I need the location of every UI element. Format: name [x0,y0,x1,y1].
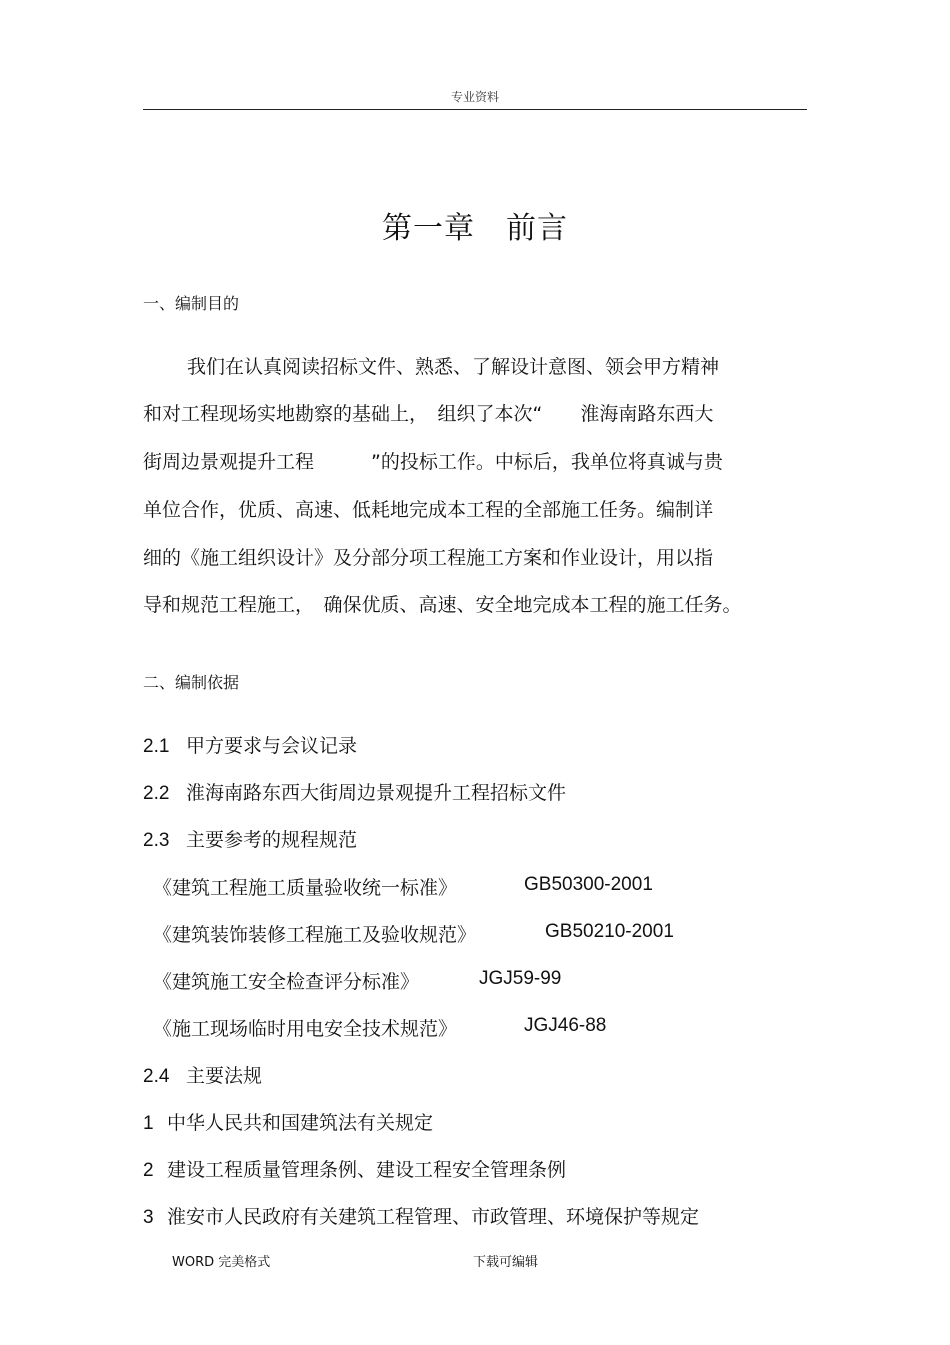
section-heading-purpose: 一、编制目的 [143,294,240,313]
regulation-item [143,1202,699,1229]
item-number: 1 [143,1113,154,1134]
item-text: 淮海南路东西大街周边景观提升工程招标文件 [186,782,567,804]
item-number: 2 [143,1160,154,1181]
item-number: 3 [143,1207,154,1228]
item-text: 主要参考的规程规范 [186,829,358,851]
item-number: 2.2 [143,783,170,804]
item-number: 2.4 [143,1066,170,1087]
list-item [143,731,357,758]
standard-code: GB50210-2001 [545,921,674,942]
paragraph-line: 我们在认真阅读招标文件、熟悉、了解设计意图、领会甲方精神 [187,356,720,378]
chapter-title: 第一章 前言 [382,211,568,246]
standard-name: 《建筑装饰装修工程施工及验收规范》 [153,924,477,946]
item-number: 2.1 [143,736,170,757]
standard-code: GB50300-2001 [524,874,653,895]
paragraph-line: 单位合作，优质、高速、低耗地完成本工程的全部施工任务。编制详 [143,499,714,521]
paragraph-line: 导和规范工程施工， 确保优质、高速、安全地完成本工程的施工任务。 [143,594,742,616]
standard-name: 《施工现场临时用电安全技术规范》 [153,1018,458,1040]
list-item [143,825,357,852]
item-number: 2.3 [143,830,170,851]
footer-right: 下载可编辑 [473,1255,539,1270]
standard-code: JGJ46-88 [524,1015,607,1036]
standard-name: 《建筑施工安全检查评分标准》 [153,971,420,993]
regulation-item [143,1155,566,1182]
header-rule [143,109,807,110]
item-text: 淮安市人民政府有关建筑工程管理、市政管理、环境保护等规定 [167,1206,700,1228]
item-text: 中华人民共和国建筑法有关规定 [167,1112,434,1134]
standard-name: 《建筑工程施工质量验收统一标准》 [153,877,458,899]
section-heading-basis: 二、编制依据 [143,673,240,692]
list-item [143,778,566,805]
paragraph-line: 街周边景观提升工程 ”的投标工作。中标后，我单位将真诚与贵 [143,451,723,473]
list-item [143,1061,262,1088]
footer-left: WORD 完美格式 [172,1255,271,1270]
item-text: 建设工程质量管理条例、建设工程安全管理条例 [167,1159,567,1181]
item-text: 甲方要求与会议记录 [186,735,358,757]
paragraph-line: 细的《施工组织设计》及分部分项工程施工方案和作业设计，用以指 [143,547,714,569]
page-header: 专业资料 [450,90,499,104]
item-text: 主要法规 [186,1065,263,1087]
paragraph-line: 和对工程现场实地勘察的基础上， 组织了本次“ 淮海南路东西大 [143,403,714,425]
standard-code: JGJ59-99 [479,968,562,989]
regulation-item [143,1108,433,1135]
